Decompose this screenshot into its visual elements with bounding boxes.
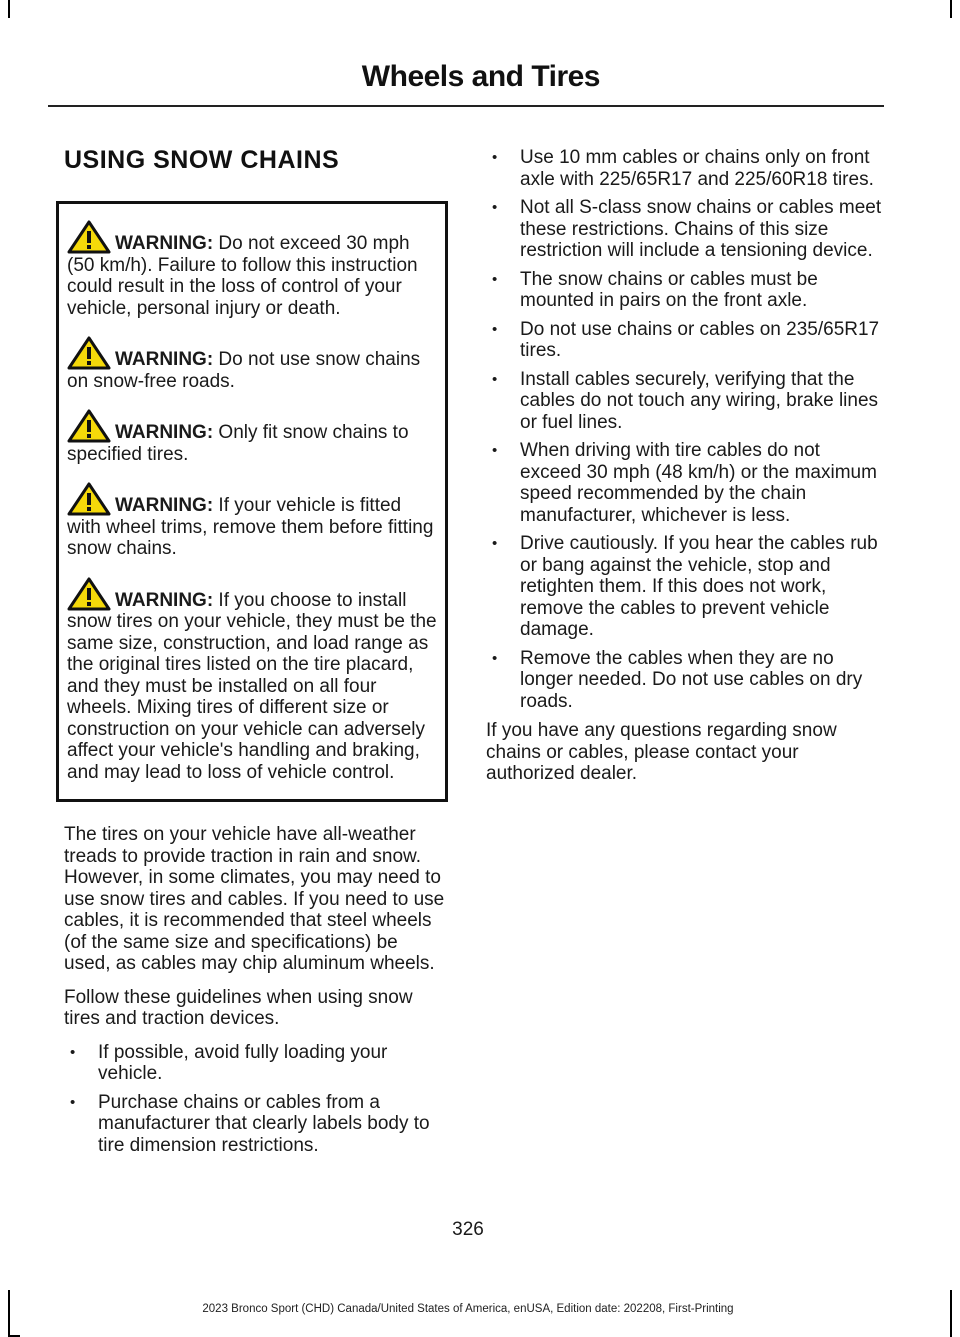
warning-item [59,482,437,560]
list-item: • Drive cautiously. If you hear the cables rub or bang against the vehicle, stop and retighten them. If this does not work, remove the cables to prevent vehicle damage. [486,533,882,641]
list-item: • Not all S-class snow chains or cables meet these restrictions. Chains of this size restriction will include a tensioning device. [486,197,882,262]
warning-item [59,220,437,319]
right-column [486,147,882,797]
warning-label: WARNING: [115,349,214,370]
warning-label: WARNING: [115,589,214,611]
warning-text: Do not exceed 30 mph (50 km/h). Failure to follow this instruction could result in the loss of control of your vehicle, personal injury or death. [67,233,418,319]
section-title: USING SNOW CHAINS [64,146,340,174]
warning-text: Only fit snow chains to specified tires. [67,422,409,465]
crop-mark-top-left [8,0,10,18]
crop-mark-top-right [950,0,952,18]
closing-paragraph: If you have any questions regarding snow chains or cables, please contact your authorized dealer. [486,720,837,784]
list-item: • Use 10 mm cables or chains only on front axle with 225/65R17 and 225/60R18 tires. [486,147,882,190]
list-item: • When driving with tire cables do not exceed 30 mph (48 km/h) or the maximum speed recommended by the chain manufacturer, whichever is less. [486,440,882,526]
warning-label: WARNING: [115,422,214,443]
warning-text: If your vehicle is fitted with wheel trims, remove them before fitting snow chains. [67,495,434,559]
warning-item [59,577,437,784]
warning-label: WARNING: [115,233,214,254]
header-rule [48,105,884,107]
list-item: • Purchase chains or cables from a manufacturer that clearly labels body to tire dimension restrictions. [64,1092,446,1157]
page-footer: 2023 Bronco Sport (CHD) Canada/United States of America, enUSA, Edition date: 202208, First-Printing [202,1303,734,1315]
warning-box [56,201,448,802]
page-header-title: Wheels and Tires [361,60,600,93]
warning-triangle-icon [67,220,111,254]
warning-triangle-icon [67,482,111,516]
warning-text: If you choose to install snow tires on your vehicle, they must be the same size, construction, and load range as the original tires listed on the tire placard, and they must be installed on all four wheels. Mixing tires of different size or construction on your vehicle can adversely affect your vehicle's handling and braking, and may lead to loss of vehicle control. [67,589,437,783]
body-paragraph: Follow these guidelines when using snow tires and traction devices. [64,986,413,1029]
list-item: • Install cables securely, verifying that the cables do not touch any wiring, brake lines or fuel lines. [486,369,882,434]
warning-text: Do not use snow chains on snow-free roads. [67,349,421,392]
bullet-list [486,147,882,712]
warning-label: WARNING: [115,495,214,516]
body-paragraph: The tires on your vehicle have all-weather treads to provide traction in rain and snow. However, in some climates, you may need to use snow tires and cables. If you need to use cables, it is recommended that steel wheels (of the same size and specifications) be used, as cables may chip aluminum wheels. [64,824,445,974]
list-item: • The snow chains or cables must be mounted in pairs on the front axle. [486,269,882,312]
warning-item [59,336,437,392]
list-item: • Do not use chains or cables on 235/65R17 tires. [486,319,882,362]
page-number: 326 [452,1219,484,1240]
warning-triangle-icon [67,409,111,443]
left-column [64,140,446,1164]
list-item: • Remove the cables when they are no longer needed. Do not use cables on dry roads. [486,648,882,713]
crop-mark-bottom-right [950,1290,952,1337]
bullet-list [64,1042,446,1157]
list-item: • If possible, avoid fully loading your vehicle. [64,1042,446,1085]
warning-triangle-icon [67,577,111,611]
warning-item [59,409,437,465]
warning-triangle-icon [67,336,111,370]
